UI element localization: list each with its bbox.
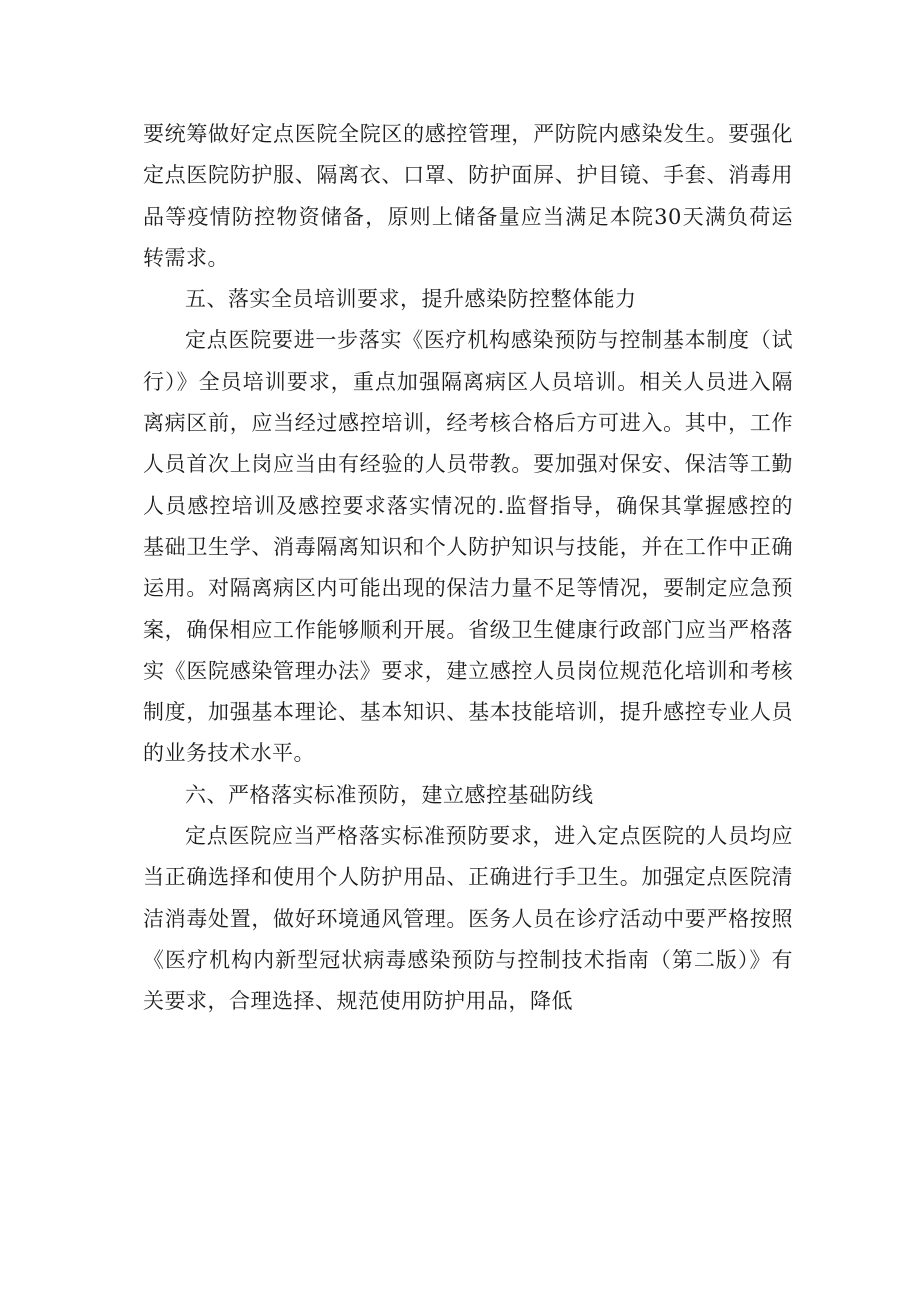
paragraph-standard-precautions: 定点医院应当严格落实标准预防要求，进入定点医院的人员均应当正确选择和使用个人防护用品、正确进行手卫生。加强定点医院清洁消毒处置，做好环境通风管理。医务人员在诊疗活动中要严格按照《医疗机构内新型冠状病毒感染预防与控制技术指南（第二版）》有关要求，合理选择、规范使用防护用品，降低	[143, 824, 793, 1014]
document-body	[143, 114, 793, 1023]
paragraph-material-reserve: 要统筹做好定点医院全院区的感控管理，严防院内感染发生。要强化定点医院防护服、隔离衣、口罩、防护面屏、护目镜、手套、消毒用品等疫情防控物资储备，原则上储备量应当满足本院30天满负荷运转需求。	[143, 122, 793, 270]
paragraph-training: 定点医院要进一步落实《医疗机构感染预防与控制基本制度（试行）》全员培训要求，重点加强隔离病区人员培训。相关人员进入隔离病区前，应当经过感控培训，经考核合格后方可进入。其中，工作人员首次上岗应当由有经验的人员带教。要加强对保安、保洁等工勤人员感控培训及感控要求落实情况的.监督指导，确保其掌握感控的基础卫生学、消毒隔离知识和个人防护知识与技能，并在工作中正确运用。对隔离病区内可能出现的保洁力量不足等情况，要制定应急预案，确保相应工作能够顺利开展。省级卫生健康行政部门应当严格落实《医院感染管理办法》要求，建立感控人员岗位规范化培训和考核制度，加强基本理论、基本知识、基本技能培训，提升感控专业人员的业务技术水平。	[143, 328, 793, 766]
section-heading-training: 五、落实全员培训要求，提升感染防控整体能力	[185, 287, 637, 312]
section-heading-standard-precautions: 六、严格落实标准预防，建立感控基础防线	[185, 782, 594, 807]
